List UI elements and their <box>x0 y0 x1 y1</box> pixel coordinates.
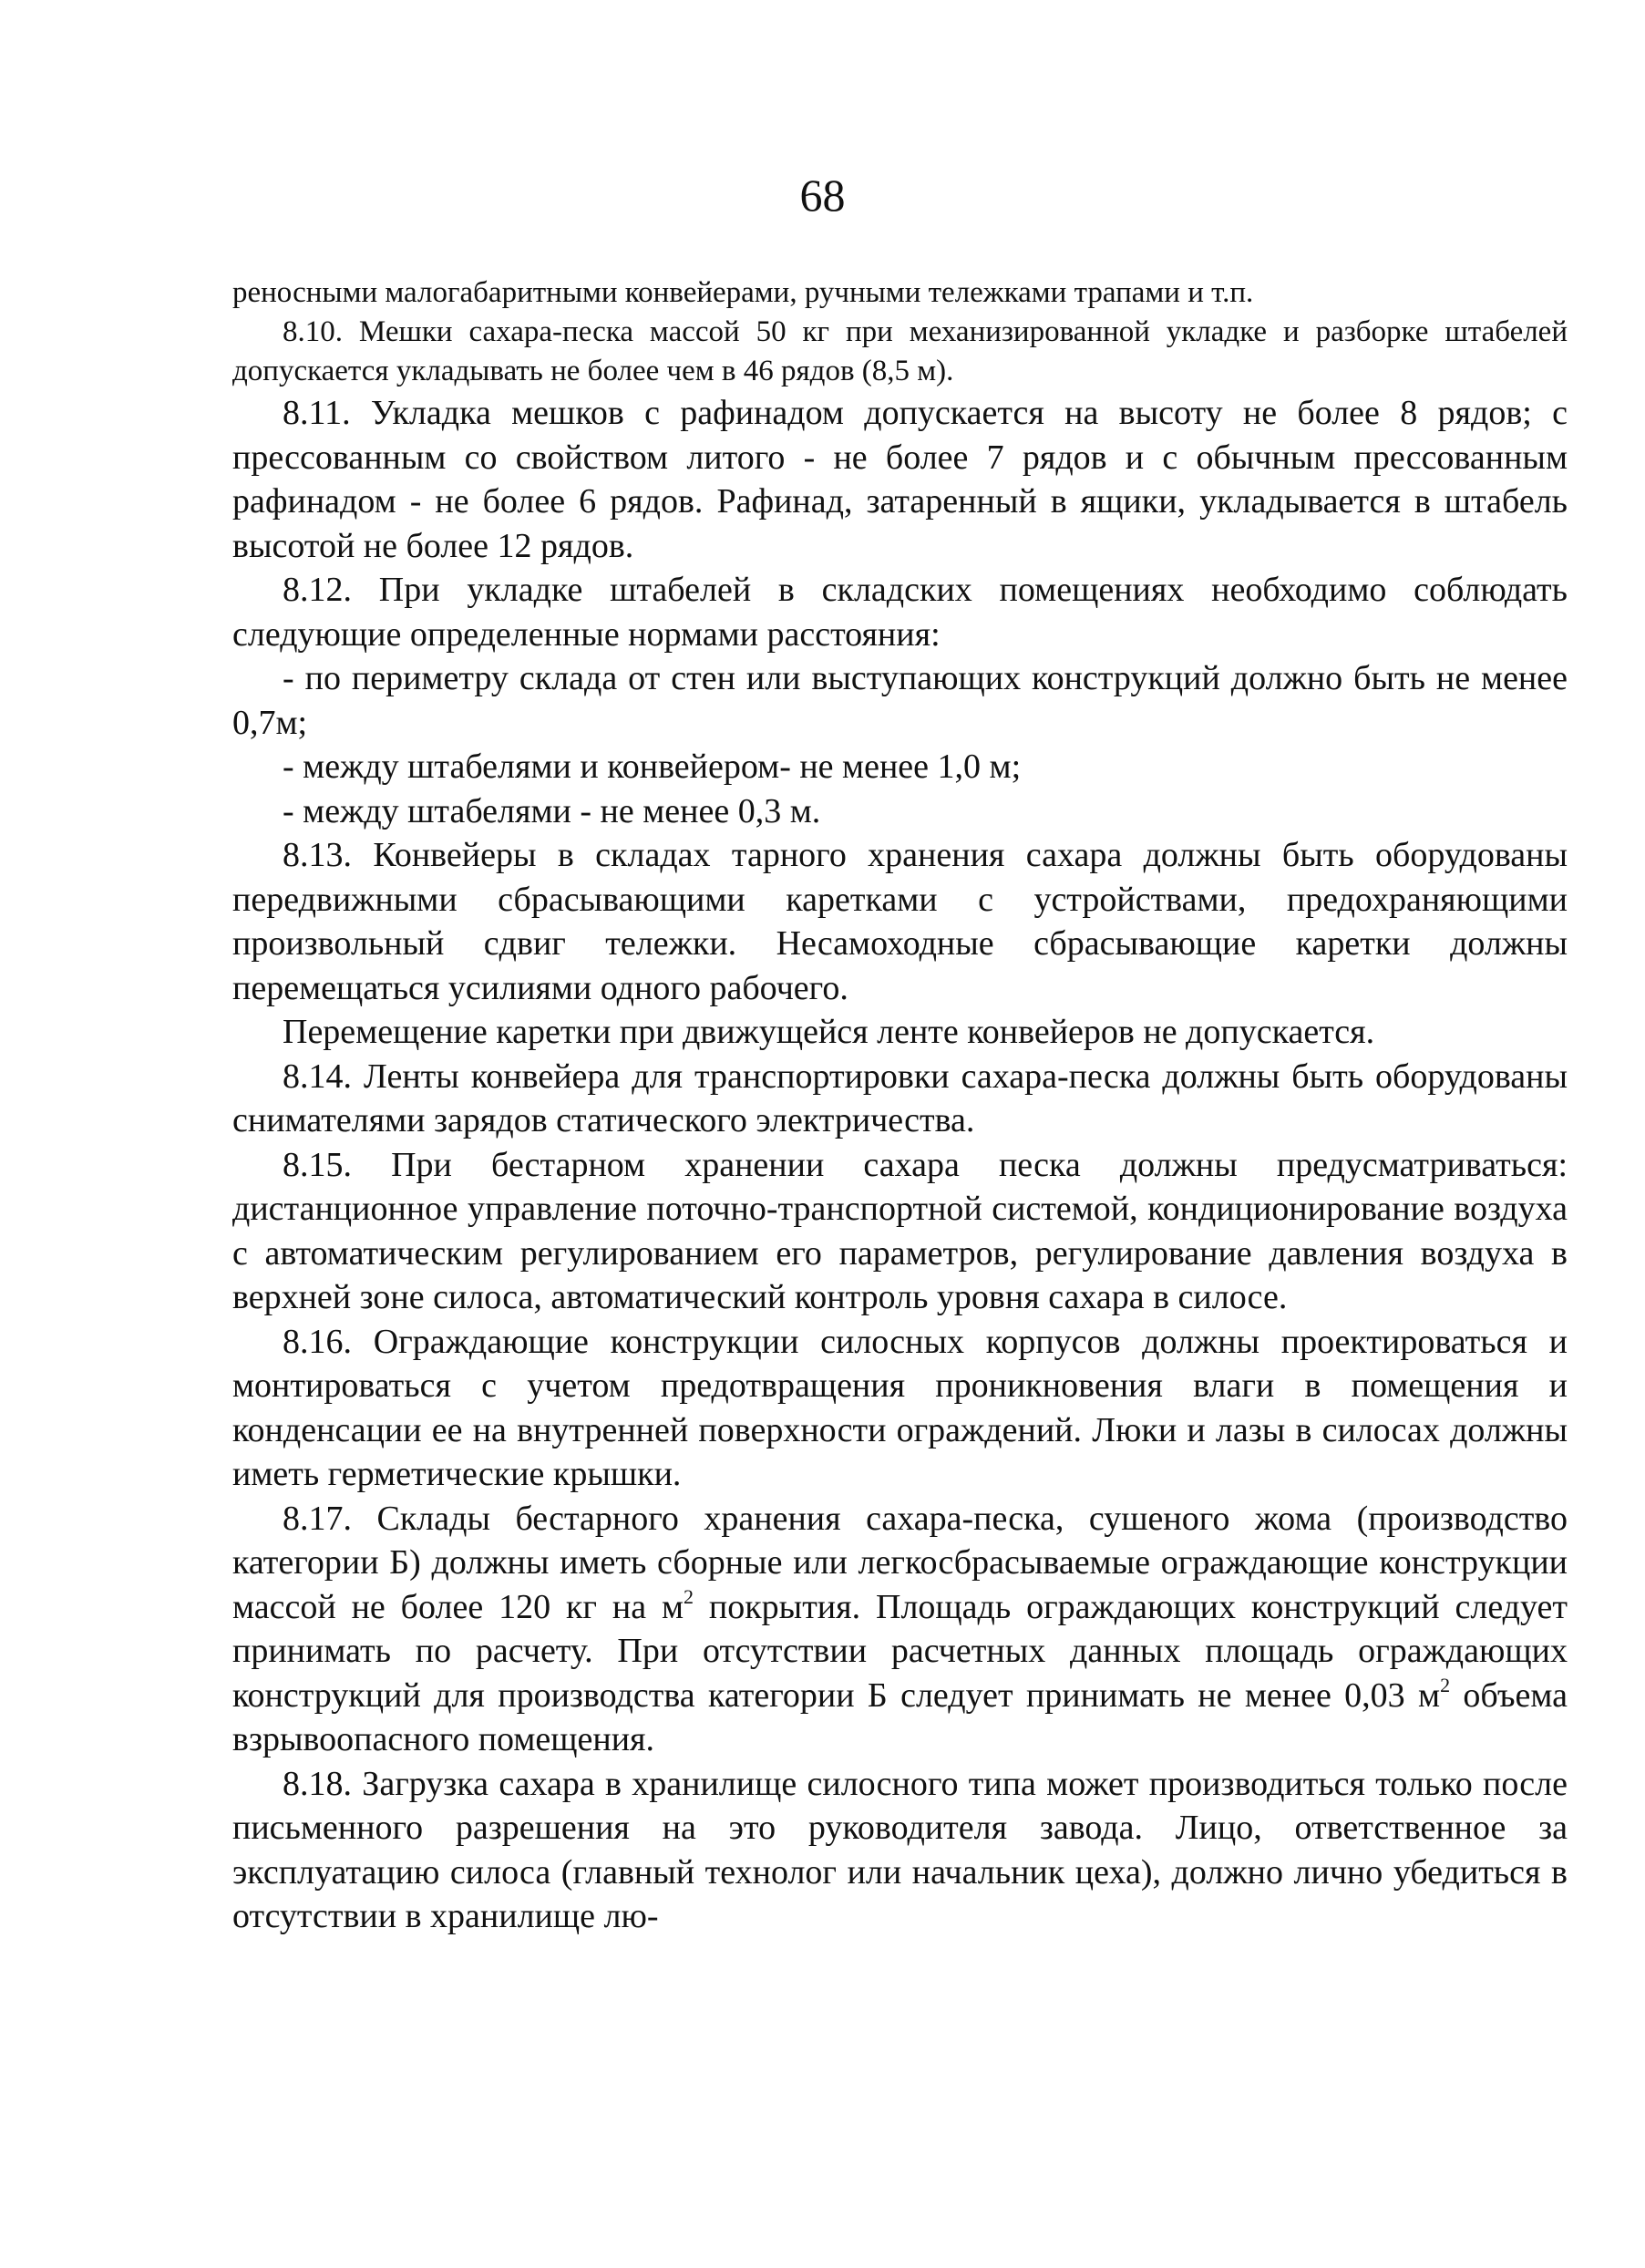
paragraph-p13 <box>232 1762 1568 1939</box>
text-body <box>232 273 1568 1939</box>
paragraph-p1 <box>232 313 1568 391</box>
paragraph-p6 <box>232 789 1568 834</box>
text-segment: 8.10. Мешки сахара-песка массой 50 кг при механизированной укладке и разборке штабелей допускается укладывать не более чем в 46 рядов (8,5 м). <box>232 315 1568 387</box>
text-segment: покрытия. Площадь ограждающих конструкций следует принимать по расчету. При отсутствии расчетных данных площадь ограждающих конструкций для производства категории Б следует принимать не менее 0,03 м <box>232 1587 1568 1715</box>
paragraph-p7 <box>232 833 1568 1010</box>
text-segment: 8.14. Ленты конвейера для транспортировки сахара-песка должны быть оборудованы снимателями зарядов статического электричества. <box>232 1057 1568 1139</box>
paragraph-p5 <box>232 745 1568 789</box>
text-segment: 8.13. Конвейеры в складах тарного хранения сахара должны быть оборудованы передвижными сбрасывающими каретками с устройствами, предохраняющими произвольный сдвиг тележки. Несамоходные сбрасывающие каретки должны перемещаться усилиями одного рабочего. <box>232 836 1568 1007</box>
paragraph-p8 <box>232 1010 1568 1055</box>
text-segment: реносными малогабаритными конвейерами, ручными тележками трапами и т.п. <box>232 276 1254 309</box>
text-segment: объема взрывоопасного помещения. <box>232 1675 1568 1758</box>
paragraph-p4 <box>232 656 1568 745</box>
text-segment: 8.18. Загрузка сахара в хранилище силосного типа может производиться только после письменного разрешения на это руководителя завода. Лицо, ответственное за эксплуатацию силоса (главный технолог или начальник цеха), должно лично убедиться в отсутствии в хранилище лю- <box>232 1764 1568 1935</box>
text-segment: 8.17. Склады бестарного хранения сахара-песка, сушеного жома (производство категории Б) должны иметь сборные или легкосбрасываемые ограждающие конструкции массой не более 120 кг на м <box>232 1499 1568 1626</box>
superscript: 2 <box>1440 1673 1451 1696</box>
text-segment: 8.11. Укладка мешков с рафинадом допускается на высоту не более 8 рядов; с прессованным со свойством литого - не более 7 рядов и с обычным прессованным рафинадом - не более 6 рядов. Рафинад, затаренный в ящики, укладывается в штабель высотой не более 12 рядов. <box>232 394 1568 565</box>
page-number: 68 <box>799 170 846 221</box>
paragraph-p11 <box>232 1320 1568 1497</box>
paragraph-p3 <box>232 568 1568 656</box>
paragraph-p9 <box>232 1055 1568 1143</box>
superscript: 2 <box>684 1584 694 1608</box>
text-segment: 8.12. При укладке штабелей в складских помещениях необходимо соблюдать следующие определенные нормами расстояния: <box>232 571 1568 654</box>
text-segment: Перемещение каретки при движущейся ленте конвейеров не допускается. <box>283 1013 1375 1051</box>
paragraph-p0 <box>232 273 1568 313</box>
paragraph-p2 <box>232 391 1568 568</box>
paragraph-p10 <box>232 1143 1568 1320</box>
text-segment: - между штабелями и конвейером- не менее 1,0 м; <box>283 747 1022 786</box>
paragraph-p12 <box>232 1497 1568 1762</box>
text-segment: - по периметру склада от стен или выступающих конструкций должно быть не менее 0,7м; <box>232 659 1568 742</box>
text-segment: 8.15. При бестарном хранении сахара песка должны предусматриваться: дистанционное управление поточно-транспортной системой, кондиционирование воздуха с автоматическим регулированием его параметров, регулирование давления воздуха в верхней зоне силоса, автоматический контроль уровня сахара в силосе. <box>232 1145 1568 1316</box>
text-segment: - между штабелями - не менее 0,3 м. <box>283 791 821 830</box>
text-segment: 8.16. Ограждающие конструкции силосных корпусов должны проектироваться и монтироваться с учетом предотвращения проникновения влаги в помещения и конденсации ее на внутренней поверхности ограждений. Люки и лазы в силосах должны иметь герметические крышки. <box>232 1322 1568 1493</box>
